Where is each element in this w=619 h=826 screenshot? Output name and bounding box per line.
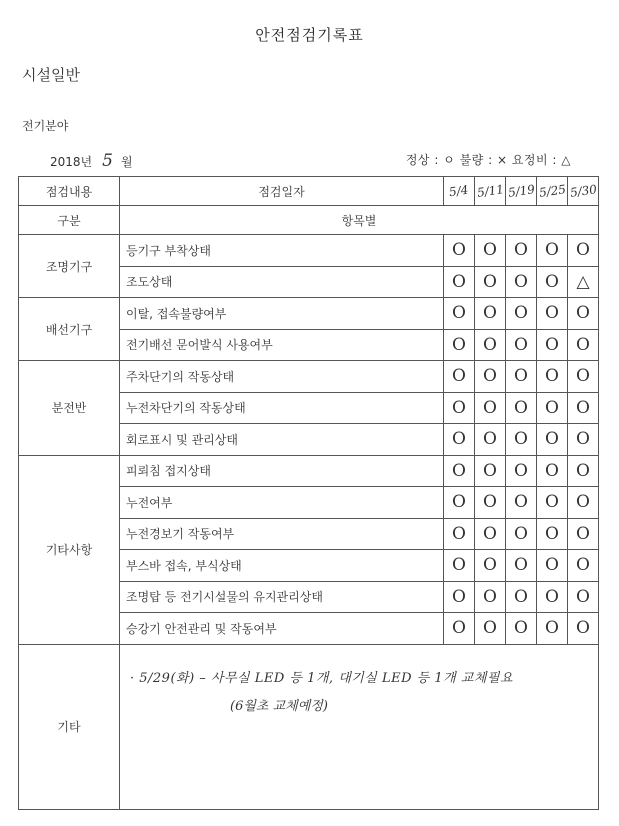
mark-cell: O xyxy=(537,235,568,267)
date-line xyxy=(50,151,133,171)
mark-cell: O xyxy=(537,455,568,487)
mark-cell: O xyxy=(444,424,475,456)
mark-cell: O xyxy=(506,298,537,330)
mark-cell: O xyxy=(506,392,537,424)
mark-cell: O xyxy=(568,235,599,267)
item-cell: 조명탑 등 전기시설물의 유지관리상태 xyxy=(120,581,444,613)
remarks-row xyxy=(19,644,599,809)
mark-cell: O xyxy=(568,298,599,330)
mark-cell: O xyxy=(506,266,537,298)
month-handwritten: 5 xyxy=(102,151,113,171)
date-label: 5/4 xyxy=(448,182,470,200)
mark-cell: O xyxy=(444,518,475,550)
mark-cell: O xyxy=(568,613,599,645)
mark-cell: O xyxy=(568,455,599,487)
item-cell: 부스바 접속, 부식상태 xyxy=(120,550,444,582)
mark-cell: O xyxy=(475,581,506,613)
mark-cell: O xyxy=(568,361,599,393)
header-inspection-date: 점검일자 xyxy=(120,177,444,206)
mark-cell: O xyxy=(568,581,599,613)
mark-cell: O xyxy=(506,487,537,519)
mark-cell: O xyxy=(506,550,537,582)
mark-cell: O xyxy=(506,235,537,267)
legend-text: 정상 : ㅇ 불량 : × 요정비 : △ xyxy=(405,153,571,167)
mark-cell: O xyxy=(475,298,506,330)
mark-cell: O xyxy=(475,392,506,424)
inspection-table xyxy=(18,176,599,810)
mark-cell: O xyxy=(444,298,475,330)
remarks-line-2: (6월초 교체예정) xyxy=(230,698,328,714)
mark-cell: O xyxy=(475,266,506,298)
item-cell: 등기구 부착상태 xyxy=(120,235,444,267)
mark-cell: O xyxy=(537,361,568,393)
mark-cell: O xyxy=(475,361,506,393)
table-row xyxy=(19,361,599,393)
mark-cell: O xyxy=(568,518,599,550)
remarks-label: 기타 xyxy=(19,644,120,809)
mark-cell: O xyxy=(537,581,568,613)
year-text: 2018년 xyxy=(50,155,93,169)
date-label: 5/25 xyxy=(537,182,567,200)
mark-cell: O xyxy=(475,518,506,550)
mark-cell: O xyxy=(506,613,537,645)
mark-cell: O xyxy=(537,392,568,424)
date-cell xyxy=(537,177,568,206)
category-cell: 배선기구 xyxy=(19,298,120,361)
item-cell: 누전여부 xyxy=(120,487,444,519)
mark-cell: O xyxy=(537,266,568,298)
item-cell: 피뢰침 접지상태 xyxy=(120,455,444,487)
mark-cell: O xyxy=(475,235,506,267)
mark-cell: O xyxy=(475,613,506,645)
month-unit: 월 xyxy=(120,155,133,169)
mark-cell: O xyxy=(537,329,568,361)
mark-cell: O xyxy=(444,329,475,361)
mark-cell: O xyxy=(444,392,475,424)
item-cell: 회로표시 및 관리상태 xyxy=(120,424,444,456)
mark-cell: O xyxy=(475,487,506,519)
mark-cell: O xyxy=(444,266,475,298)
item-cell: 승강기 안전관리 및 작동여부 xyxy=(120,613,444,645)
page-title: 안전점검기록표 xyxy=(255,26,364,44)
date-label: 5/30 xyxy=(568,182,598,200)
date-cell xyxy=(568,177,599,206)
date-cell xyxy=(506,177,537,206)
mark-cell: O xyxy=(475,329,506,361)
mark-cell: O xyxy=(444,361,475,393)
mark-cell: O xyxy=(444,613,475,645)
category-cell: 조명기구 xyxy=(19,235,120,298)
table-row xyxy=(19,455,599,487)
mark-cell: O xyxy=(444,550,475,582)
mark-cell: O xyxy=(475,455,506,487)
mark-cell: O xyxy=(537,613,568,645)
header-category: 구분 xyxy=(19,206,120,235)
mark-cell: O xyxy=(444,455,475,487)
mark-cell: O xyxy=(506,361,537,393)
remarks-content xyxy=(120,644,599,809)
item-cell: 주차단기의 작동상태 xyxy=(120,361,444,393)
mark-cell: O xyxy=(444,487,475,519)
category-cell: 기타사항 xyxy=(19,455,120,644)
section-title: 시설일반 xyxy=(22,66,80,84)
date-label: 5/11 xyxy=(475,182,505,200)
table-row xyxy=(19,298,599,330)
item-cell: 누전경보기 작동여부 xyxy=(120,518,444,550)
subsection-title: 전기분야 xyxy=(22,119,69,133)
mark-cell: O xyxy=(568,392,599,424)
mark-cell: O xyxy=(537,424,568,456)
mark-cell: O xyxy=(568,550,599,582)
item-cell: 조도상태 xyxy=(120,266,444,298)
mark-cell: O xyxy=(475,424,506,456)
item-cell: 전기배선 문어발식 사용여부 xyxy=(120,329,444,361)
header-row xyxy=(19,177,599,206)
mark-cell: O xyxy=(506,518,537,550)
date-cell xyxy=(444,177,475,206)
item-cell: 이탈, 접속불량여부 xyxy=(120,298,444,330)
mark-cell: O xyxy=(506,329,537,361)
header-inspection-content: 점검내용 xyxy=(19,177,120,206)
mark-cell: O xyxy=(537,487,568,519)
mark-cell: △ xyxy=(568,266,599,298)
category-cell: 분전반 xyxy=(19,361,120,456)
mark-cell: O xyxy=(568,329,599,361)
header-items: 항목별 xyxy=(120,206,599,235)
remarks-line-1: · 5/29(화) – 사무실 LED 등 1개, 대기실 LED 등 1개 교체필요 xyxy=(130,670,514,686)
item-cell: 누전차단기의 작동상태 xyxy=(120,392,444,424)
mark-cell: O xyxy=(506,455,537,487)
mark-cell: O xyxy=(506,424,537,456)
mark-cell: O xyxy=(506,581,537,613)
mark-cell: O xyxy=(537,518,568,550)
mark-cell: O xyxy=(568,487,599,519)
mark-cell: O xyxy=(444,581,475,613)
subheader-row xyxy=(19,206,599,235)
table-row xyxy=(19,235,599,267)
date-label: 5/19 xyxy=(506,182,536,200)
mark-cell: O xyxy=(537,298,568,330)
mark-cell: O xyxy=(568,424,599,456)
mark-cell: O xyxy=(444,235,475,267)
date-cell xyxy=(475,177,506,206)
mark-cell: O xyxy=(537,550,568,582)
mark-cell: O xyxy=(475,550,506,582)
